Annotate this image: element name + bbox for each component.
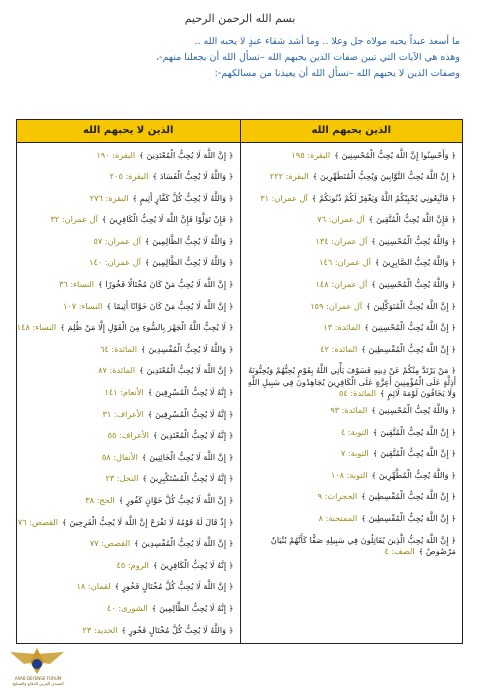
basmala: بسم الله الرحمن الرحيم (184, 12, 296, 25)
verse-text: ﴿ إِنَّ اللَّهَ يُحِبُّ الْمُحْسِنِينَ ﴾ (364, 322, 456, 333)
verse-row (245, 320, 457, 342)
verse-reference: آل عمران: ٥٧ (93, 235, 141, 246)
verse-reference: البقرة: ١٩٥ (291, 149, 331, 160)
verse-reference: القصص: ٧٦ (17, 516, 59, 527)
verse-text: ﴿ وَاللَّهُ لَا يُحِبُّ كُلَّ كَفَّارٍ أَثِيمٍ ﴾ (132, 192, 234, 203)
verse-row (21, 600, 234, 622)
verse-reference: البقرة: ٢٠٥ (109, 171, 149, 182)
verse-row (21, 298, 234, 320)
verse-text: ﴿ إِنَّ اللَّهَ يُحِبُّ الْمُقْسِطِينَ ﴾ (361, 491, 456, 502)
verse-row (21, 493, 234, 515)
verse-text: ﴿ إِنَّ اللَّهَ لَا يُحِبُّ الْخَائِنِينَ ﴾ (141, 451, 234, 462)
verse-text: ﴿ إِنَّ اللَّهَ لَا يُحِبُّ مَنْ كَانَ خَوَّانًا أَثِيمًا ﴾ (106, 300, 234, 311)
verse-text: ﴿ إِنَّ اللَّهَ يُحِبُّ الَّذِينَ يُقَاتِلُونَ فِي سَبِيلِهِ صَفًّا كَأَنَّهُمْ بُنْيَانٌ مَرْصُوصٌ ﴾ (270, 534, 456, 556)
verse-text: ﴿ إِنَّ اللَّهَ لَا يُحِبُّ مَنْ كَانَ مُخْتَالًا فَخُورًا ﴾ (98, 279, 234, 290)
verse-text: ﴿ لَا يُحِبُّ اللَّهُ الْجَهْرَ بِالسُّوءِ مِنَ الْقَوْلِ إِلَّا مَنْ ظُلِمَ ﴾ (60, 322, 234, 333)
verse-row (245, 489, 457, 511)
logo-line-1: ARAB DEFENSE FORUM (14, 676, 62, 681)
verse-reference: آل عمران: ٧٦ (317, 214, 365, 225)
verse-reference: المائدة: ٨٧ (98, 365, 136, 376)
verse-row (21, 449, 234, 471)
verse-reference: الحديد: ٢٣ (82, 624, 118, 635)
verse-row (245, 277, 457, 299)
verse-reference: الممتحنة: ٨ (318, 512, 358, 523)
verse-row (245, 190, 457, 212)
verse-reference: البقرة: ٢٧٦ (89, 192, 129, 203)
verse-row (21, 471, 234, 493)
verse-reference: آل عمران: ١٤٦ (319, 257, 371, 268)
verse-text: ﴿ وَاللَّهُ يُحِبُّ الْمُحْسِنِينَ ﴾ (371, 235, 456, 246)
verse-row (21, 212, 234, 234)
verse-row (245, 298, 457, 320)
verse-text: ﴿ وَاللَّهُ لَا يُحِبُّ الْمُفْسِدِينَ ﴾ (141, 343, 234, 354)
verse-row (245, 147, 457, 169)
verse-row (21, 255, 234, 277)
verse-text: ﴿ وَاللَّهُ لَا يُحِبُّ كُلَّ مُخْتَالٍ فَخُورٍ ﴾ (121, 624, 234, 635)
column-unloved (17, 120, 240, 643)
verse-reference: البقرة: ٢٢٢ (269, 171, 309, 182)
verse-reference: المائدة: ٦٤ (100, 343, 138, 354)
verse-row (245, 467, 457, 489)
verse-row (21, 277, 234, 299)
verse-text: ﴿ فَاتَّبِعُونِي يُحْبِبْكُمُ اللَّهُ وَيَغْفِرْ لَكُمْ ذُنُوبَكُمْ ﴾ (311, 192, 456, 203)
verse-reference: المائدة: ٩٣ (330, 404, 368, 415)
verse-reference: القصص: ٧٧ (89, 538, 131, 549)
verse-row (245, 255, 457, 277)
verse-reference: المائدة: ١٣ (323, 322, 361, 333)
verse-text: ﴿ إِنَّ اللَّهَ يُحِبُّ الْمُتَّقِينَ ﴾ (372, 426, 456, 437)
verse-text: ﴿ مَنْ يَرْتَدَّ مِنْكُمْ عَنْ دِينِهِ فَسَوْفَ يَأْتِي اللَّهُ بِقَوْمٍ يُحِبُّهُمْ وَيُحِبُّونَهُ أَذِلَّةٍ عَلَى الْمُؤْمِنِينَ أَعِزَّةٍ عَلَى الْكَافِرِينَ يُجَاهِدُونَ فِي سَبِيلِ اللَّهِ وَلَا يَخَافُونَ لَوْمَةَ لَائِمٍ ﴾ (247, 365, 456, 399)
verse-reference: البقرة: ١٩٠ (96, 149, 136, 160)
verse-text: ﴿ إِنَّهُ لَا يُحِبُّ الظَّالِمِينَ ﴾ (151, 602, 234, 613)
verse-text: ﴿ إِذْ قَالَ لَهُ قَوْمُهُ لَا تَفْرَحْ إِنَّ اللَّهَ لَا يُحِبُّ الْفَرِحِينَ ﴾ (62, 516, 234, 527)
column-loved (240, 120, 463, 643)
verse-text: ﴿ إِنَّ اللَّهَ لَا يُحِبُّ الْمُفْسِدِينَ ﴾ (134, 538, 234, 549)
verse-text: ﴿ إِنَّ اللَّهَ يُحِبُّ الْمُتَّقِينَ ﴾ (372, 448, 456, 459)
verse-text: ﴿ إِنَّ اللَّهَ لَا يُحِبُّ الْمُعْتَدِينَ ﴾ (139, 365, 234, 376)
verse-reference: آل عمران: ١٤٨ (315, 279, 368, 290)
verse-text: ﴿ فَإِنْ تَوَلَّوْا فَإِنَّ اللَّهَ لَا يُحِبُّ الْكَافِرِينَ ﴾ (101, 214, 234, 225)
verse-row (16, 320, 234, 342)
verse-reference: الحجرات: ٩ (317, 491, 358, 502)
verse-reference: لقمان: ١٨ (76, 581, 111, 592)
verse-reference: الأعراف: ٣١ (102, 408, 144, 419)
verse-row (21, 363, 234, 385)
verse-reference: آل عمران: ٣١ (260, 192, 308, 203)
verse-row (21, 622, 234, 644)
verse-text: ﴿ إِنَّهُ لَا يُحِبُّ الْمُسْرِفِينَ ﴾ (147, 387, 234, 398)
verse-reference: الأنفال: ٥٨ (101, 451, 138, 462)
verse-text: ﴿ إِنَّ اللَّهَ لَا يُحِبُّ الْمُعْتَدِينَ ﴾ (139, 149, 234, 160)
verse-reference: النحل: ٢٣ (105, 473, 139, 484)
verse-reference: النساء: ١٤٨ (16, 322, 57, 333)
verse-reference: التوبة: ٤ (340, 426, 369, 437)
verse-text: ﴿ فَإِنَّ اللَّهَ يُحِبُّ الْمُتَّقِينَ ﴾ (368, 214, 456, 225)
verse-reference: آل عمران: ٣٢ (50, 214, 98, 225)
verse-reference: النساء: ٣٦ (59, 279, 95, 290)
verse-reference: آل عمران: ١٥٩ (310, 300, 363, 311)
verse-text: ﴿ إِنَّ اللَّهَ لَا يُحِبُّ كُلَّ مُخْتَالٍ فَخُورٍ ﴾ (114, 581, 234, 592)
verse-row (245, 510, 457, 532)
verse-row (245, 363, 457, 403)
intro-line: ما أسعد عبداً يحبه مولاه جل وعلا .. وما أشد شقاء عبدٍ لا يحبه الله .. (194, 36, 460, 47)
verse-text: ﴿ وَاللَّهُ يُحِبُّ الْمُحْسِنِينَ ﴾ (371, 404, 456, 415)
verse-row (245, 212, 457, 234)
verse-text: ﴿ إِنَّ اللَّهَ يُحِبُّ الْمُتَوَكِّلِينَ ﴾ (366, 300, 456, 311)
verse-row (245, 446, 457, 468)
verse-reference: الحج: ٣٨ (85, 495, 115, 505)
verse-row (17, 514, 234, 536)
verse-row (245, 233, 457, 255)
verse-row (21, 579, 234, 601)
logo-line-2: المنتدى العربي للدفاع والتسليح (12, 681, 64, 686)
verse-row (245, 424, 457, 446)
verse-row (245, 169, 457, 191)
verse-text: ﴿ إِنَّ اللَّهَ يُحِبُّ التَّوَّابِينَ وَيُحِبُّ الْمُتَطَهِّرِينَ ﴾ (312, 171, 456, 182)
verse-row (245, 532, 457, 560)
verse-text: ﴿ وَاللَّهُ لَا يُحِبُّ الْفَسَادَ ﴾ (152, 171, 234, 182)
verse-text: ﴿ إِنَّ اللَّهَ لَا يُحِبُّ كُلَّ خَوَّانٍ كَفُورٍ ﴾ (118, 495, 234, 505)
rows-loved (241, 143, 463, 560)
verse-text: ﴿ إِنَّ اللَّهَ يُحِبُّ الْمُقْسِطِينَ ﴾ (361, 343, 456, 354)
verse-reference: الروم: ٤٥ (116, 559, 149, 570)
verses-table (16, 119, 463, 644)
verse-row (21, 536, 234, 558)
verse-text: ﴿ إِنَّ اللَّهَ يُحِبُّ الْمُقْسِطِينَ ﴾ (361, 512, 456, 523)
verse-reference: التوبة: ٧ (340, 448, 369, 459)
verse-text: ﴿ إِنَّهُ لَا يُحِبُّ الْمُسْرِفِينَ ﴾ (147, 408, 234, 419)
rows-unloved (17, 143, 240, 644)
verse-row (21, 428, 234, 450)
verse-text: ﴿ وَاللَّهُ لَا يُحِبُّ الظَّالِمِينَ ﴾ (144, 235, 234, 246)
verse-reference: التوبة: ١٠٨ (330, 469, 368, 480)
verse-text: ﴿ إِنَّهُ لَا يُحِبُّ الْمُعْتَدِينَ ﴾ (152, 430, 234, 441)
column-header-loved: الذين يحبهم الله (241, 120, 463, 143)
verse-row (21, 147, 234, 169)
intro-line: وهذه هي الآيات التي تبين صفات الذين يحبهم الله –نسأل الله أن يجعلنا منهم-، (156, 52, 460, 63)
verse-row (245, 341, 457, 363)
verse-reference: النساء: ١٠٧ (62, 300, 103, 311)
verse-reference: الصف: ٤ (384, 546, 415, 556)
verse-row (21, 233, 234, 255)
verse-text: ﴿ إِنَّهُ لَا يُحِبُّ الْكَافِرِينَ ﴾ (152, 559, 234, 570)
verse-row (21, 169, 234, 191)
verse-text: ﴿ وَاللَّهُ يُحِبُّ الْمُطَّهِّرِينَ ﴾ (371, 469, 456, 480)
verse-row (245, 402, 457, 424)
verse-text: ﴿ إِنَّهُ لَا يُحِبُّ الْمُسْتَكْبِرِينَ ﴾ (142, 473, 234, 484)
verse-reference: الأنعام: ١٤١ (104, 387, 144, 398)
verse-reference: آل عمران: ١٤٠ (89, 257, 141, 268)
column-header-unloved: الذين لا يحبهم الله (17, 120, 240, 143)
verse-row (21, 190, 234, 212)
forum-logo-text (0, 676, 76, 686)
verse-reference: الأعراف: ٥٥ (107, 430, 149, 441)
verse-reference: آل عمران: ١٣٤ (315, 235, 368, 246)
verse-text: ﴿ وَاللَّهُ لَا يُحِبُّ الظَّالِمِينَ ﴾ (144, 257, 234, 268)
verse-text: ﴿ وَاللَّهُ يُحِبُّ الصَّابِرِينَ ﴾ (374, 257, 456, 268)
verse-row (21, 557, 234, 579)
verse-row (21, 385, 234, 407)
intro-text (20, 34, 460, 82)
verse-row (21, 341, 234, 363)
verse-reference: المائدة: ٤٢ (320, 343, 358, 354)
verse-reference: الشورى: ٤٠ (106, 602, 148, 613)
verse-row (21, 406, 234, 428)
intro-line: وصفات الذين لا يحبهم الله –نسأل الله أن يعيذنا من مسالكهم-: (214, 68, 460, 79)
verse-reference: المائدة: ٥٤ (339, 388, 377, 399)
verse-text: ﴿ وَأَحْسِنُوا إِنَّ اللَّهَ يُحِبُّ الْمُحْسِنِينَ ﴾ (334, 149, 456, 160)
verse-text: ﴿ وَاللَّهُ يُحِبُّ الْمُحْسِنِينَ ﴾ (371, 279, 456, 290)
